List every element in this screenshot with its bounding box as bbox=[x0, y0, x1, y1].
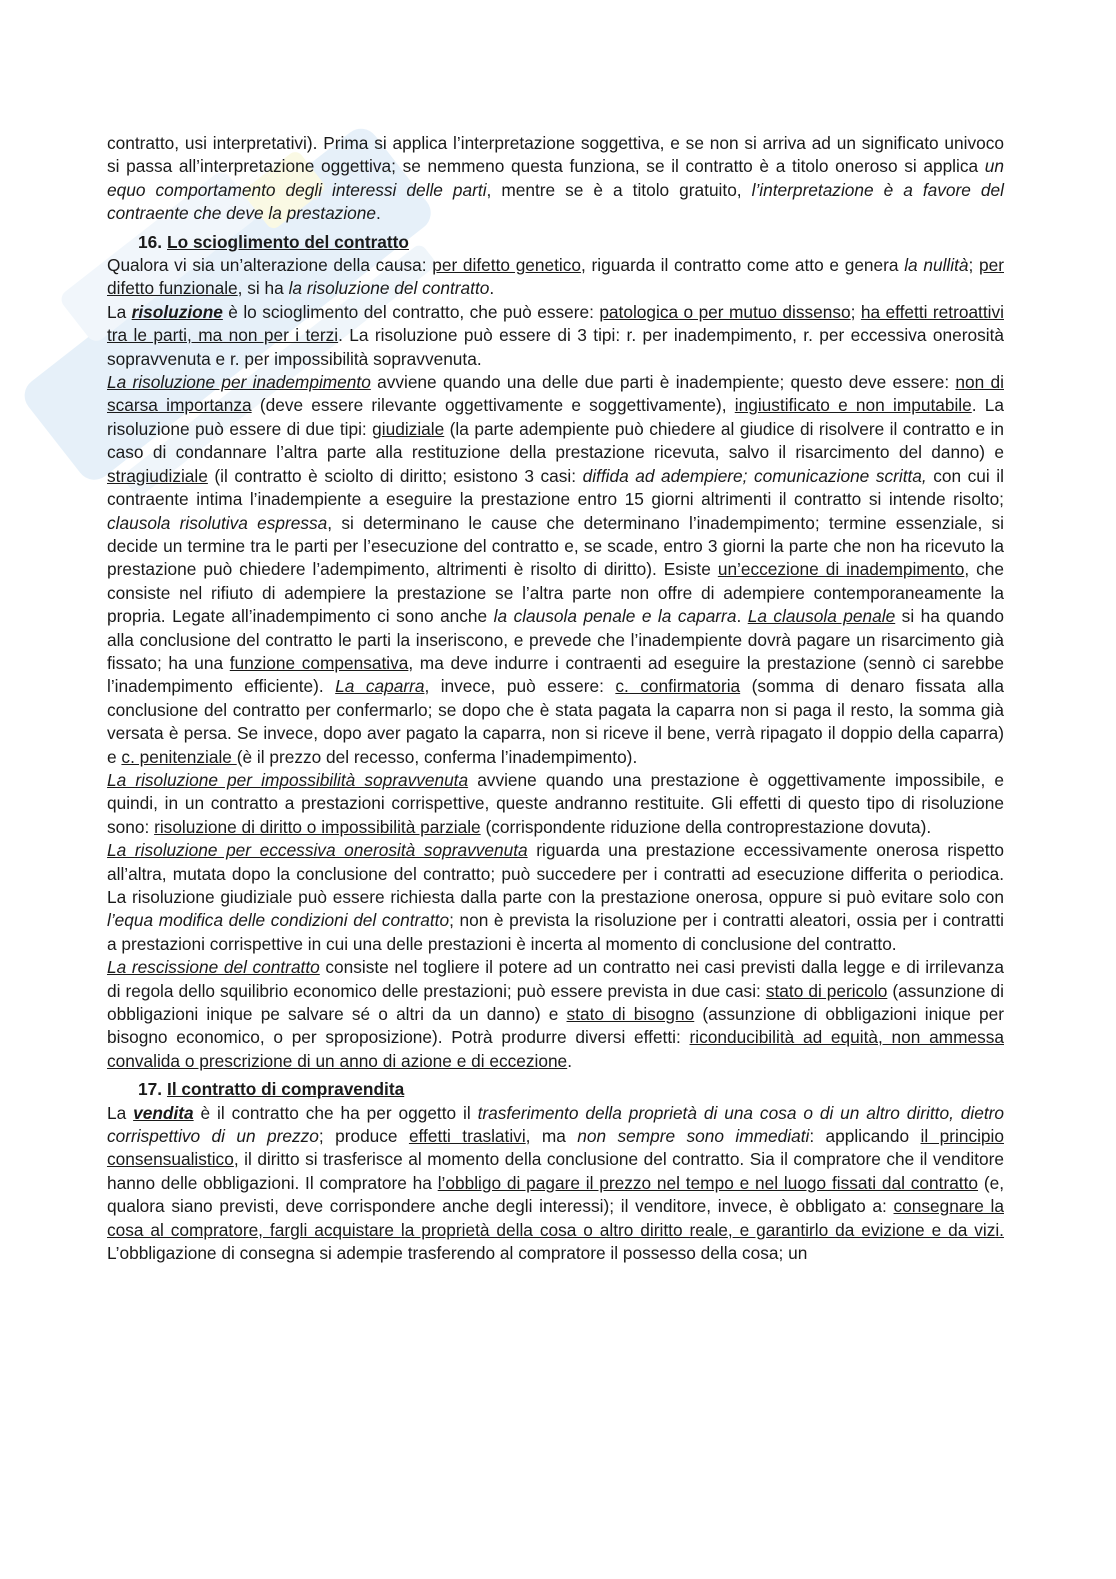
text-run: , si ha bbox=[237, 278, 289, 299]
text-run: l’interpretazione è a favore del contraente che deve la prestazione bbox=[107, 179, 1004, 224]
section-heading bbox=[107, 1078, 1004, 1101]
text-run: avviene quando una prestazione è oggettivamente impossibile, e quindi, in un contratto a prestazioni corrispettive, queste andranno restituite. Gli effetti di questo tipo di risoluzione sono: bbox=[107, 769, 1004, 837]
paragraph bbox=[107, 301, 1004, 371]
text-run: . bbox=[567, 1050, 572, 1071]
section-heading bbox=[107, 231, 1004, 254]
paragraph bbox=[107, 1102, 1004, 1266]
section-number: 17. bbox=[138, 1079, 163, 1100]
text-run: , riguarda il contratto come atto e genera bbox=[581, 255, 905, 276]
text-run: , che consiste nel rifiuto di adempiere la prestazione se l’altra parte non offre di adempiere contemporaneamente la propria. Legate all’inadempimento ci sono anche bbox=[107, 559, 1004, 627]
text-run: Qualora vi sia un’alterazione della causa: bbox=[107, 255, 433, 276]
text-run: ha effetti retroattivi tra le parti, ma non per i terzi bbox=[107, 301, 1004, 346]
text-run: (assunzione di obbligazioni inique per bisogno economico, o per sproposizione). Potrà produrre diversi effetti: bbox=[107, 1004, 1005, 1048]
text-run: (è il prezzo del recesso, conferma l’inadempimento). bbox=[236, 746, 638, 767]
text-run: non di scarsa importanza bbox=[107, 372, 1004, 416]
text-run: per difetto funzionale bbox=[107, 255, 1004, 299]
paragraph bbox=[107, 839, 1004, 956]
text-run: . La risoluzione può essere di due tipi: bbox=[107, 395, 1005, 439]
text-run: La risoluzione per inadempimento bbox=[107, 372, 371, 393]
text-run: patologica o per mutuo dissenso bbox=[599, 301, 851, 322]
text-run: c. penitenziale bbox=[121, 746, 237, 767]
text-run: . bbox=[736, 606, 748, 627]
text-run: stato di bisogno bbox=[566, 1004, 695, 1025]
text-run: è il contratto che ha per oggetto il bbox=[193, 1102, 478, 1123]
text-run: . bbox=[489, 278, 495, 299]
text-run: giudiziale bbox=[372, 418, 445, 439]
text-run: , il diritto si trasferisce al momento della conclusione del contratto. Sia il compratore che il venditore hanno delle obbligazioni. Il compratore ha bbox=[107, 1149, 1004, 1193]
text-run: per difetto genetico bbox=[432, 255, 582, 276]
text-run: funzione compensativa bbox=[229, 652, 409, 673]
text-run: si ha quando alla conclusione del contratto le parti la inseriscono, e prevede che l’inadempiente dovrà pagare un risarcimento già fissato; ha una bbox=[107, 606, 1004, 673]
text-run: ; bbox=[968, 255, 980, 276]
text-run: . La risoluzione può essere di 3 tipi: r. per inadempimento, r. per eccessiva onerosità sopravvenuta e r. per impossibilità sopravvenuta. bbox=[107, 325, 1005, 369]
text-run: (assunzione di obbligazioni inique pe salvare sé o altri da un danno) e bbox=[107, 980, 1004, 1025]
text-run: , invece, può essere: bbox=[424, 676, 616, 697]
text-run: un’eccezione di inadempimento bbox=[717, 559, 965, 580]
text-run: (il contratto è sciolto di diritto; esistono 3 casi: bbox=[207, 465, 583, 486]
text-run: il principio consensualistico bbox=[107, 1126, 1004, 1170]
text-run: l’equa modifica delle condizioni del contratto bbox=[107, 910, 450, 931]
paragraph bbox=[107, 254, 1004, 301]
text-run: ingiustificato e non imputabile bbox=[734, 395, 972, 416]
text-run: (corrispondente riduzione della controprestazione dovuta). bbox=[480, 816, 932, 837]
text-run: clausola risolutiva espressa bbox=[107, 512, 328, 533]
text-run: : applicando bbox=[809, 1126, 921, 1147]
text-run: stato di pericolo bbox=[765, 980, 888, 1001]
text-run: con cui il contraente intima l’inadempiente a eseguire la prestazione entro 15 giorni altrimenti il contratto si intende risolto; bbox=[107, 465, 1004, 510]
text-run: contratto, usi interpretativi). Prima si applica l’interpretazione soggettiva, e se non si arriva ad un significato univoco si passa all’interpretazione oggettiva; se nemmeno questa funziona, se il contratto è a titolo oneroso si applica bbox=[107, 133, 1004, 177]
text-run: La caparra bbox=[335, 676, 425, 697]
text-run: effetti traslativi bbox=[408, 1126, 526, 1147]
text-run: (deve essere rilevante oggettivamente e soggettivamente), bbox=[251, 395, 735, 416]
text-run: avviene quando una delle due parti è inadempiente; questo deve essere: bbox=[370, 372, 956, 393]
text-run: (somma di denaro fissata alla conclusione del contratto per confermarlo; se dopo che è stata pagata la caparra non si paga il resto, la somma già versata è persa. Se invece, dopo aver pagato la caparra, non si riceve il bene, verrà ripagato il doppio della caparra) e bbox=[107, 676, 1004, 767]
text-run: La rescissione del contratto bbox=[107, 957, 320, 978]
text-run: riconducibilità ad equità, non ammessa convalida o prescrizione di un anno di azione e di eccezione bbox=[107, 1027, 1004, 1071]
text-run: c. confirmatoria bbox=[615, 676, 741, 697]
text-run: la clausola penale e la caparra bbox=[493, 606, 737, 627]
text-run: risoluzione bbox=[131, 301, 223, 322]
text-run: , mentre se è a titolo gratuito, bbox=[486, 179, 752, 200]
text-run: ; produce bbox=[318, 1126, 409, 1147]
text-run: (la parte adempiente può chiedere al giudice di risolvere il contratto e in caso di condannare l’altra parte alla restituzione della prestazione ricevuta, salvo il risarcimento del danno) e bbox=[107, 418, 1005, 463]
paragraph bbox=[107, 769, 1004, 839]
text-run: risoluzione di diritto o impossibilità parziale bbox=[154, 816, 481, 837]
text-run: non sempre sono immediati bbox=[577, 1126, 810, 1147]
section-title: Lo scioglimento del contratto bbox=[167, 231, 409, 252]
text-run: vendita bbox=[133, 1102, 194, 1123]
text-run: è lo scioglimento del contratto, che può essere: bbox=[222, 301, 600, 322]
section-title: Il contratto di compravendita bbox=[167, 1079, 405, 1100]
text-run: . bbox=[376, 203, 381, 224]
text-run: stragiudiziale bbox=[107, 465, 208, 486]
text-run: consegnare la cosa al compratore, fargli acquistare la proprietà della cosa o altro diritto reale, e garantirlo da evizione e da vizi. bbox=[107, 1196, 1004, 1240]
text-run: La risoluzione per eccessiva onerosità sopravvenuta bbox=[107, 840, 528, 861]
paragraph bbox=[107, 956, 1004, 1073]
text-run: ; bbox=[850, 301, 861, 322]
text-run: , ma bbox=[525, 1126, 578, 1147]
text-run: riguarda una prestazione eccessivamente onerosa rispetto all’altra, mutata dopo la conclusione del contratto; può succedere per i contratti ad esecuzione differita o periodica. La risoluzione giudiziale può essere richiesta dalla parte con la prestazione onerosa, oppure si può evitare solo con bbox=[107, 840, 1004, 907]
text-run: , ma deve indurre i contraenti ad eseguire la prestazione (sennò ci sarebbe l’inadempimento efficiente). bbox=[107, 652, 1004, 697]
text-run: La risoluzione per impossibilità sopravvenuta bbox=[107, 769, 469, 790]
text-run: La bbox=[107, 301, 132, 322]
text-run: , si determinano le cause che determinano l’inadempimento; termine essenziale, si decide un termine tra le parti per l’esecuzione del contratto e, se scade, entro 3 giorni la parte che non ha ricevuto la prestazione può chiedere l’adempimento, altrimenti è risolto di diritto). Esiste bbox=[107, 512, 1004, 580]
section-number: 16. bbox=[138, 231, 163, 252]
text-run: L’obbligazione di consegna si adempie trasferendo al compratore il possesso della cosa; un bbox=[107, 1243, 808, 1264]
text-run: trasferimento della proprietà di una cosa o di un altro diritto, dietro corrispettivo di un prezzo bbox=[107, 1102, 1004, 1147]
text-run: La clausola penale bbox=[747, 606, 896, 627]
text-run: diffida ad adempiere; comunicazione scritta, bbox=[582, 465, 927, 486]
text-run: la nullità bbox=[904, 255, 969, 276]
paragraph bbox=[107, 132, 1004, 226]
text-run: la risoluzione del contratto bbox=[288, 278, 490, 299]
text-run: ; non è prevista la risoluzione per i contratti aleatori, ossia per i contratti a prestazioni corrispettive in cui una delle prestazioni è incerta al momento di conclusione del contratto. bbox=[107, 910, 1004, 954]
text-run: La bbox=[107, 1102, 134, 1123]
text-run: (e, qualora siano previsti, deve corrispondere anche degli interessi); il venditore, invece, è obbligato a: bbox=[107, 1172, 1004, 1217]
text-run: l’obbligo di pagare il prezzo nel tempo e nel luogo fissati dal contratto bbox=[437, 1172, 979, 1193]
text-run: consiste nel togliere il potere ad un contratto nei casi previsti dalla legge e di irrilevanza di regola dello squilibrio economico delle prestazioni; può essere prevista in due casi: bbox=[107, 957, 1004, 1001]
paragraph bbox=[107, 371, 1004, 769]
document-content bbox=[107, 132, 1004, 1266]
text-run: un equo comportamento degli interessi delle parti bbox=[107, 156, 1004, 200]
